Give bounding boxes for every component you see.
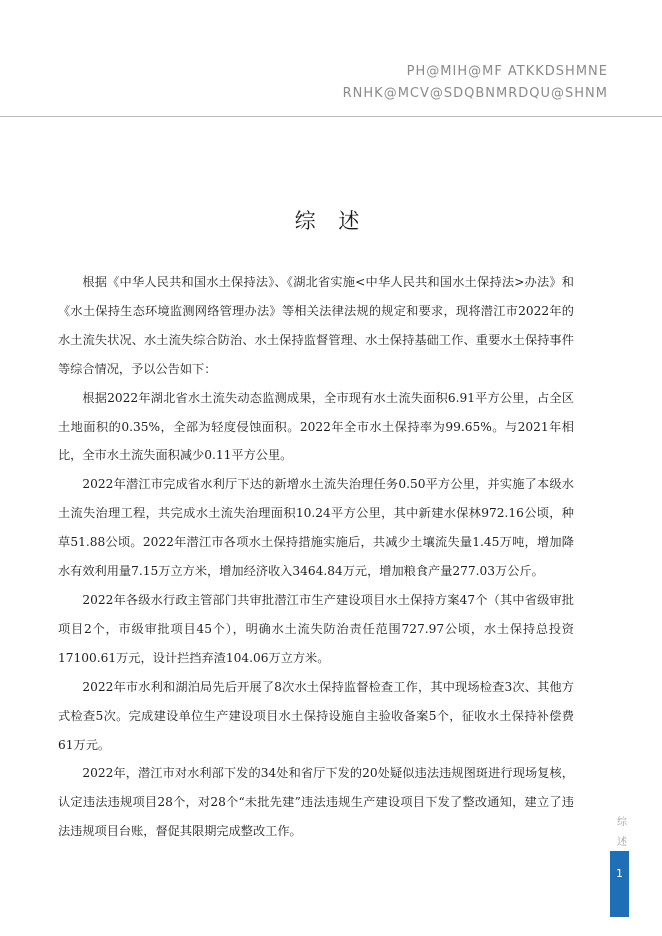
running-header-line-1: PH@MIH@MF ATKKDSHMNE	[406, 64, 608, 79]
running-header-line-2: RNHK@MCV@SDQBNMRDQU@SHNM	[342, 86, 608, 101]
body-text	[58, 268, 574, 846]
side-label-char-2: 述	[617, 837, 627, 848]
paragraph-erosion-status: 根据2022年湖北省水土流失动态监测成果，全市现有水土流失面积6.91平方公里，占全区土地面积的0.35%，全部为轻度侵蚀面积。2022年全市水土保持率为99.65%。与2021年相比，全市水土流失面积减少0.11平方公里。	[58, 390, 574, 463]
paragraph-intro: 根据《中华人民共和国水土保持法》、《湖北省实施<中华人民共和国水土保持法>办法》和《水土保持生态环境监测网络管理办法》等相关法律法规的规定和要求，现将潜江市2022年的水土流失状况、水土流失综合防治、水土保持监督管理、水土保持基础工作、重要水土保持事件等综合情况，予以公告如下：	[58, 275, 574, 376]
page-number-tab	[610, 851, 629, 917]
side-section-label	[615, 813, 629, 853]
paragraph-supervision: 2022年市水利和湖泊局先后开展了8次水土保持监督检查工作，其中现场检查3次、其他方式检查5次。完成建设单位生产建设项目水土保持设施自主验收备案5个，征收水土保持补偿费61万元。	[58, 679, 574, 752]
side-label-char-1: 综	[617, 817, 627, 828]
paragraph-violations: 2022年，潜江市对水利部下发的34处和省厅下发的20处疑似违法违规图斑进行现场复核，认定违法违规项目28个，对28个“未批先建”违法违规生产建设项目下发了整改通知，建立了违法违规项目台账，督促其限期完成整改工作。	[58, 766, 574, 839]
page-title: 综 述	[294, 209, 368, 233]
header-divider	[0, 116, 662, 117]
paragraph-project-approval: 2022年各级水行政主管部门共审批潜江市生产建设项目水土保持方案47个（其中省级审批项目2个，市级审批项目45个），明确水土流失防治责任范围727.97公顷，水土保持总投资17100.61万元，设计拦挡弃渣104.06万立方米。	[58, 592, 574, 665]
page-number: 1	[616, 867, 623, 880]
paragraph-erosion-control: 2022年潜江市完成省水利厅下达的新增水土流失治理任务0.50平方公里，并实施了本级水土流失治理工程，共完成水土流失治理面积10.24平方公里，其中新建水保林972.16公顷，种草51.88公顷。2022年潜江市各项水土保持措施实施后，共减少土壤流失量1.45万吨，增加降水有效利用量7.15万立方米，增加经济收入3464.84万元，增加粮食产量277.03万公斤。	[58, 477, 574, 579]
